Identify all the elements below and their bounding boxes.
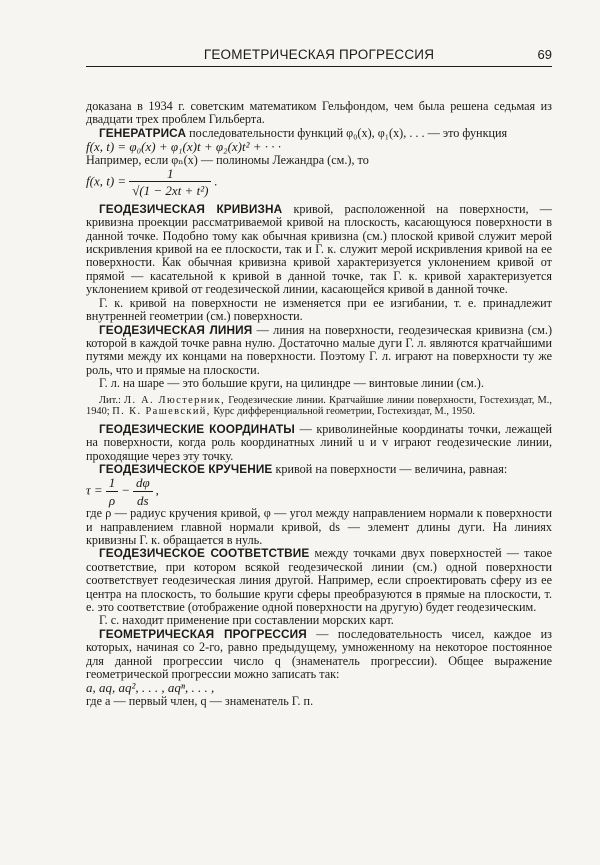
- generatrix-example-text: Например, если φₙ(x) — полиномы Лежандра (см.), то: [86, 152, 369, 167]
- torsion-minus: −: [121, 482, 130, 498]
- term-geodesic-correspondence: ГЕОДЕЗИЧЕСКОЕ СООТВЕТСТВИЕ: [99, 546, 310, 561]
- term-geodesic-curvature: ГЕОДЕЗИЧЕСКАЯ КРИВИЗНА: [99, 201, 283, 216]
- torsion-frac1-denominator: ρ: [108, 492, 116, 508]
- lit-label: Лит.:: [99, 394, 121, 406]
- geodesic-curvature-para2: Г. к. кривой на поверхности не изменяется при ее изгибании, т. е. принадлежит внутренней геометрии (см.) поверхности.: [86, 295, 552, 324]
- legendre-lhs: f(x, t) =: [86, 173, 127, 189]
- term-geodesic-torsion: ГЕОДЕЗИЧЕСКОЕ КРУЧЕНИЕ: [99, 461, 273, 476]
- geodesic-torsion-text: кривой на поверхности — величина, равная:: [275, 461, 508, 476]
- entry-generatrix: [86, 127, 552, 140]
- legendre-numerator: 1: [129, 167, 211, 182]
- geodesic-line-para2: Г. л. на шаре — это большие круги, на цилиндре — винтовые линии (см.).: [99, 376, 484, 391]
- geodesic-correspondence-text: между точками двух поверхностей — такое соответствие, при котором всякой геодезической линии (см.) одной поверхности соответствует геодезическая линия другой. Например, если спроектировать сферу из ее центра на плоскость, то большие круги сферы преобразуются в прямые на плоскости, т. е. это соответствие (отображение одной поверхности на другую) будет геодезическим.: [86, 546, 552, 614]
- generatrix-formula: f(x, t) = φ₀(x) + φ₁(x)t + φ₂(x)t² + · · ·: [86, 139, 282, 155]
- torsion-frac2-numerator: dφ: [133, 476, 153, 491]
- running-header: [86, 44, 552, 67]
- geometric-progression-text: — последовательность чисел, каждое из которых, начиная со 2-го, равно предыдущему, умноженному на некоторое постоянное для данной прогрессии число q (знаменатель прогрессии). Общее выражение геометрической прогрессии можно записать так:: [86, 626, 552, 682]
- entry-geodesic-curvature: [86, 203, 552, 297]
- lead-paragraph: доказана в 1934 г. советским математиком Гельфондом, чем была решена седьмая из двадцати трех проблем Гильберта.: [86, 99, 552, 127]
- geodesic-curvature-text: кривой, расположенной на поверхности, — кривизна проекции рассматриваемой кривой на плоскость, касающуюся поверхности в данной точке. Подобно тому как обычная кривизна (см.) плоской кривой служит мерой искривления кривой на ее плоскости, так и Г. к. служит мерой искривления кривой на ее поверхности. Как обычная кривизна кривой характеризуется уклонением кривой от прямой — касательной к кривой в данной точке, так Г. к. кривой характеризуется уклонением кривой от геодезической линии, касающейся кривой в данной точке.: [86, 201, 552, 297]
- term-geodesic-line: ГЕОДЕЗИЧЕСКАЯ ЛИНИЯ: [99, 322, 253, 337]
- page-body: [86, 100, 552, 708]
- torsion-lhs: τ =: [86, 482, 103, 498]
- lit-author-1: Л. А. Люстерник,: [124, 394, 226, 406]
- header-title: ГЕОМЕТРИЧЕСКАЯ ПРОГРЕССИЯ: [203, 47, 435, 62]
- entry-geodesic-coordinates: [86, 423, 552, 463]
- torsion-frac1-numerator: 1: [106, 476, 119, 491]
- geodesic-coordinates-text: — криволинейные координаты точки, лежащей на поверхности, когда роль координатных линий u и v играют геодезические линии, проходящие через эту точку.: [86, 421, 553, 463]
- torsion-end: ,: [155, 482, 159, 498]
- term-geodesic-coordinates: ГЕОДЕЗИЧЕСКИЕ КООРДИНАТЫ: [99, 421, 295, 436]
- progression-formula: a, aq, aq², . . . , aqⁿ, . . . ,: [86, 680, 215, 696]
- torsion-fraction-2: [133, 476, 153, 507]
- lit-title-1: Геодезические линии. Кратчайшие линии поверхности, Гостехиздат, М., 1940;: [86, 394, 552, 418]
- torsion-frac2-denominator: ds: [137, 492, 149, 508]
- lit-author-2: П. К. Рашевский,: [112, 406, 211, 418]
- progression-tail: где a — первый член, q — знаменатель Г. п.: [86, 693, 314, 708]
- legendre-fraction: [129, 167, 211, 198]
- legendre-end: .: [214, 173, 218, 189]
- entry-geodesic-line: [86, 324, 552, 378]
- lit-title-2: Курс дифференциальной геометрии, Гостехиздат, М., 1950.: [213, 406, 475, 418]
- term-geometric-progression: ГЕОМЕТРИЧЕСКАЯ ПРОГРЕССИЯ: [99, 626, 307, 641]
- entry-geodesic-torsion: [86, 463, 552, 476]
- literature-reference: [86, 395, 552, 418]
- geodesic-correspondence-para2: Г. с. находит применение при составлении морских карт.: [99, 613, 394, 628]
- entry-geometric-progression: [86, 628, 552, 682]
- page-number: 69: [537, 47, 552, 62]
- generatrix-text: последовательности функций φ₀(x), φ₁(x), . . . — это функция: [189, 125, 508, 140]
- torsion-fraction-1: [106, 476, 119, 507]
- entry-geodesic-correspondence: [86, 547, 552, 614]
- torsion-formula: [86, 476, 552, 507]
- legendre-denominator: √(1 − 2xt + t²): [132, 183, 209, 199]
- torsion-explanation: где ρ — радиус кручения кривой, φ — угол между направлением нормали к поверхности и направлением главной нормали кривой, ds — элемент длины дуги. На линиях кривизны Г. к. обращается в нуль.: [86, 506, 552, 547]
- geodesic-line-text: — линия на поверхности, геодезическая кривизна (см.) которой в каждой точке равна нулю. Достаточно малые дуги Г. л. являются кратчайшими путями между их концами на поверхности. Поэтому Г. л. играют на поверхности ту же роль, что и прямые на плоскости.: [86, 322, 552, 377]
- term-generatrix: ГЕНЕРАТРИСА: [99, 125, 187, 140]
- legendre-formula: [86, 167, 552, 198]
